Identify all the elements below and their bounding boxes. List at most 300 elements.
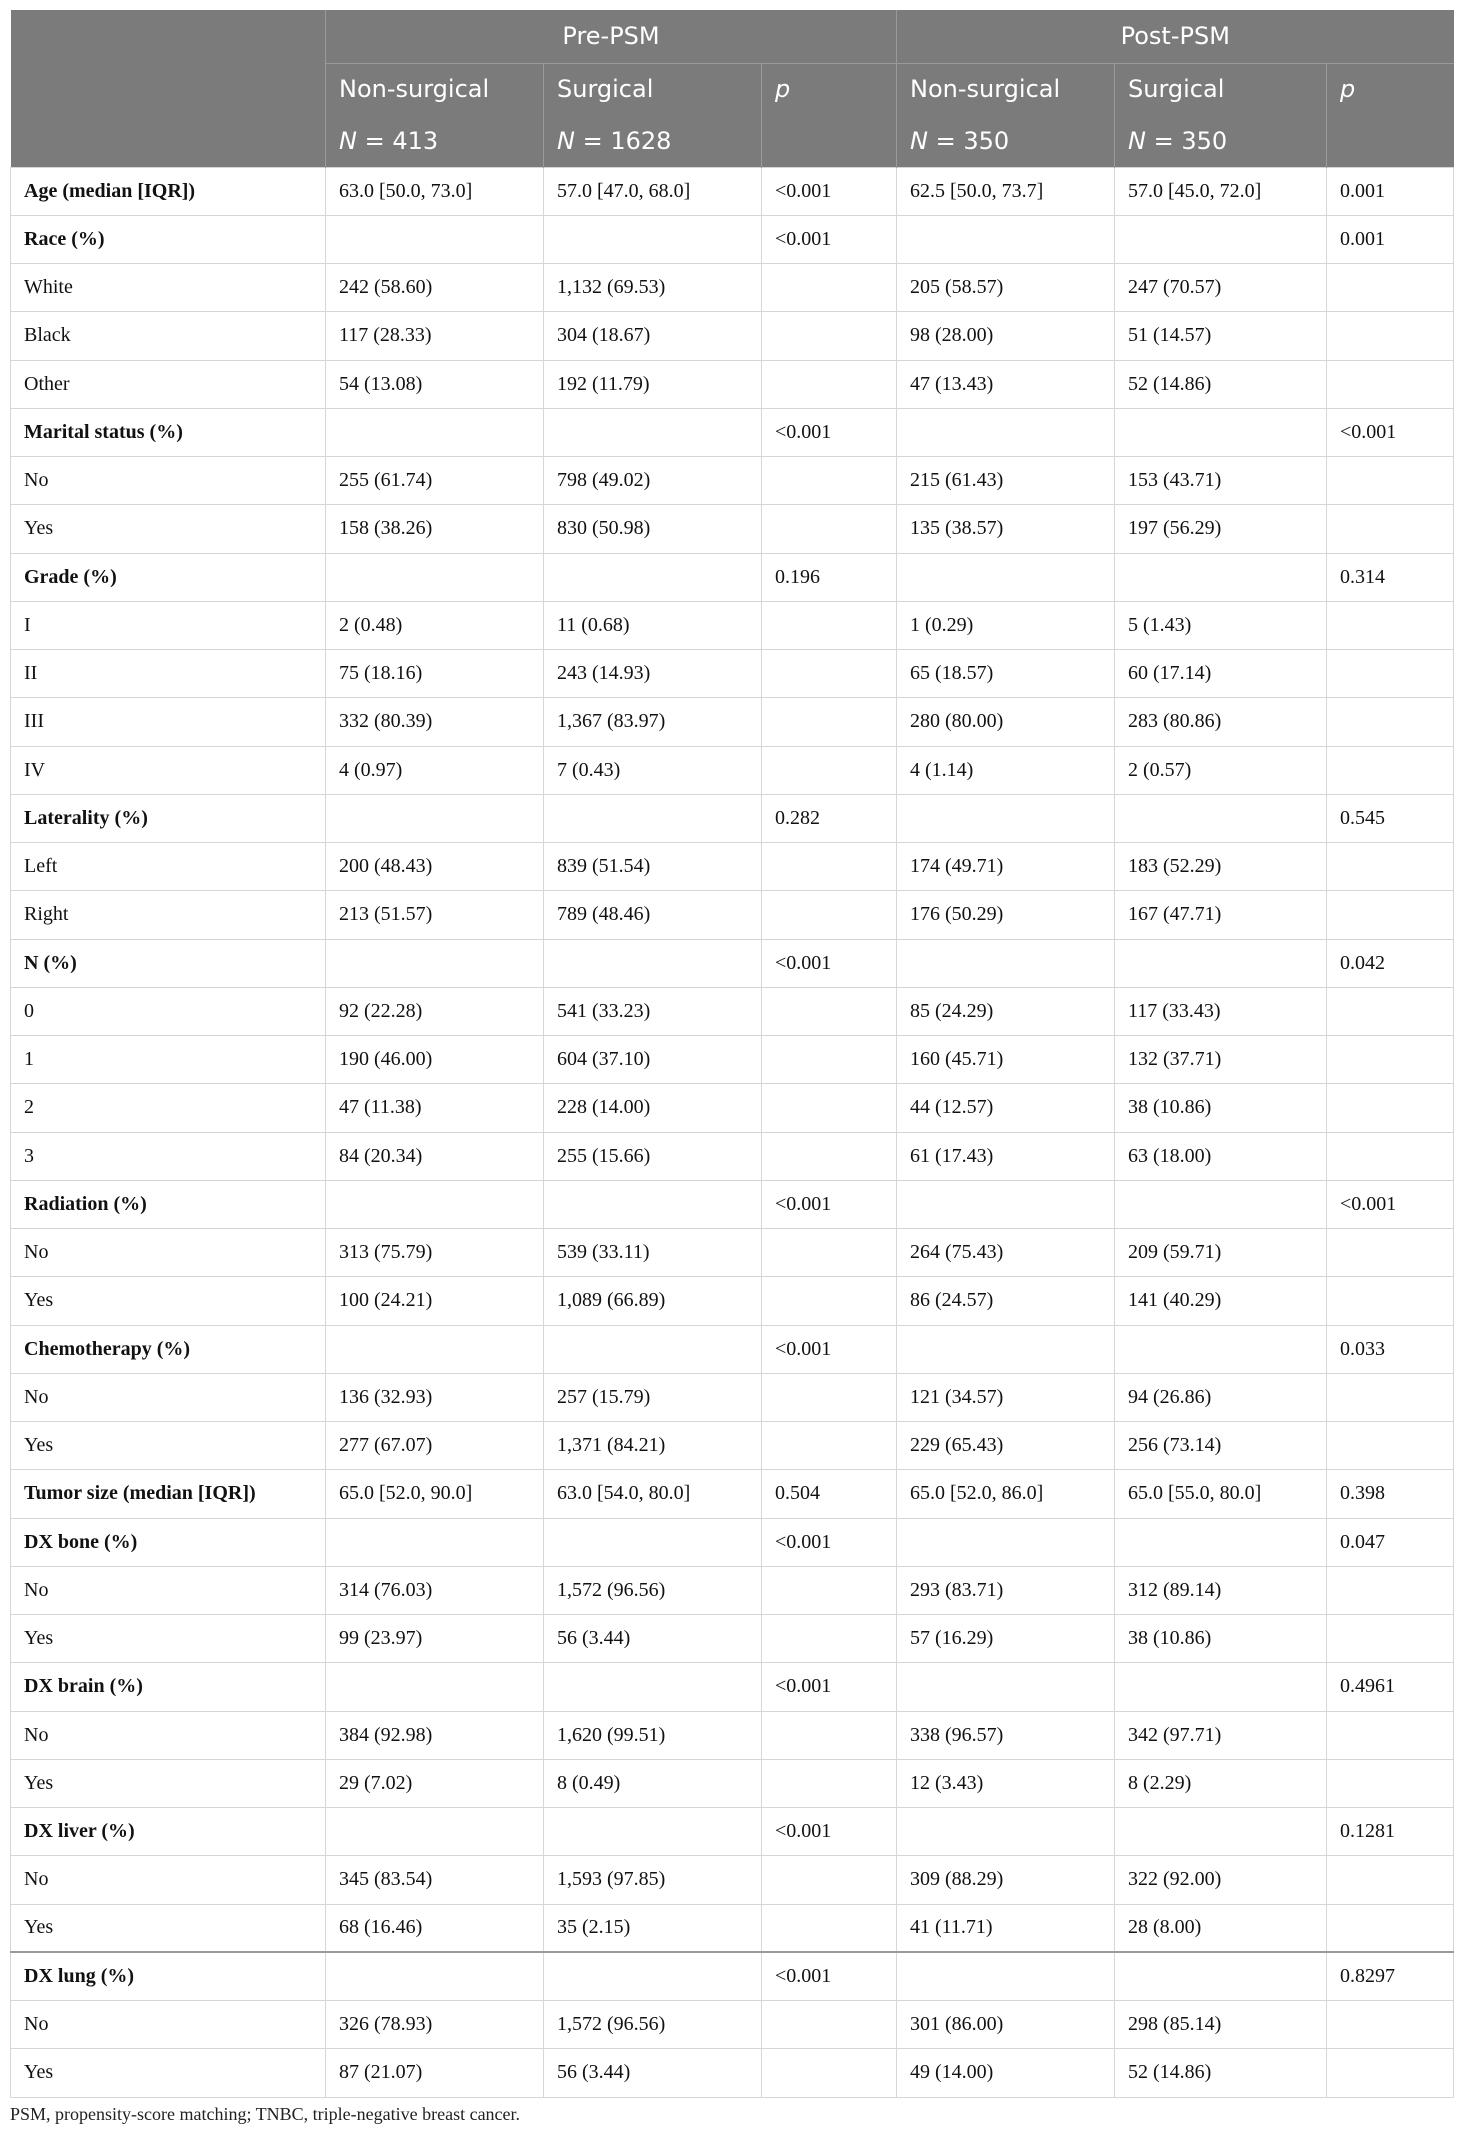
table-cell	[897, 1325, 1115, 1373]
header-n-post-non-surgical	[897, 115, 1115, 167]
table-cell: 65.0 [52.0, 86.0]	[897, 1470, 1115, 1518]
table-cell	[1327, 2049, 1454, 2097]
table-cell: <0.001	[762, 408, 897, 456]
table-cell	[762, 1422, 897, 1470]
table-cell: 301 (86.00)	[897, 2001, 1115, 2049]
table-cell: 277 (67.07)	[326, 1422, 544, 1470]
table-cell: 29 (7.02)	[326, 1759, 544, 1807]
row-category-label: No	[11, 1229, 326, 1277]
table-cell: 65.0 [55.0, 80.0]	[1115, 1470, 1327, 1518]
table-cell: <0.001	[762, 1952, 897, 2000]
table-cell: 65.0 [52.0, 90.0]	[326, 1470, 544, 1518]
table-cell: 215 (61.43)	[897, 457, 1115, 505]
table-cell	[1327, 457, 1454, 505]
table-cell: 313 (75.79)	[326, 1229, 544, 1277]
table-cell: 11 (0.68)	[544, 601, 762, 649]
table-cell	[762, 987, 897, 1035]
table-cell: 47 (13.43)	[897, 360, 1115, 408]
table-row	[11, 843, 1454, 891]
table-cell: 52 (14.86)	[1115, 2049, 1327, 2097]
table-cell	[762, 1615, 897, 1663]
table-row	[11, 408, 1454, 456]
table-cell: 57.0 [45.0, 72.0]	[1115, 167, 1327, 215]
table-cell: 192 (11.79)	[544, 360, 762, 408]
table-cell: 255 (61.74)	[326, 457, 544, 505]
table-cell: <0.001	[762, 167, 897, 215]
table-cell: 60 (17.14)	[1115, 650, 1327, 698]
row-category-label: 0	[11, 987, 326, 1035]
table-cell	[326, 553, 544, 601]
table-cell: 167 (47.71)	[1115, 891, 1327, 939]
row-category-label: Yes	[11, 1277, 326, 1325]
table-cell: 35 (2.15)	[544, 1904, 762, 1952]
row-category-label: III	[11, 698, 326, 746]
table-cell: 38 (10.86)	[1115, 1084, 1327, 1132]
table-row	[11, 1566, 1454, 1614]
table-cell: 4 (0.97)	[326, 746, 544, 794]
table-cell	[544, 1663, 762, 1711]
table-cell: 183 (52.29)	[1115, 843, 1327, 891]
table-cell: 63.0 [50.0, 73.0]	[326, 167, 544, 215]
table-cell: 87 (21.07)	[326, 2049, 544, 2097]
table-row	[11, 1180, 1454, 1228]
table-cell	[762, 1759, 897, 1807]
table-cell: 141 (40.29)	[1115, 1277, 1327, 1325]
table-cell	[762, 1856, 897, 1904]
table-cell: 0.545	[1327, 794, 1454, 842]
table-cell: 153 (43.71)	[1115, 457, 1327, 505]
table-row	[11, 360, 1454, 408]
header-n-pre-surgical	[544, 115, 762, 167]
header-corner-cell	[11, 10, 326, 167]
table-cell: 283 (80.86)	[1115, 698, 1327, 746]
table-cell	[326, 1808, 544, 1856]
table-cell	[1115, 1952, 1327, 2000]
table-row	[11, 1615, 1454, 1663]
table-cell: 1 (0.29)	[897, 601, 1115, 649]
table-row	[11, 1373, 1454, 1421]
table-cell	[326, 1180, 544, 1228]
table-cell: 247 (70.57)	[1115, 264, 1327, 312]
row-category-label: Yes	[11, 1759, 326, 1807]
header-post-p-label: p	[1340, 75, 1356, 104]
table-cell: 7 (0.43)	[544, 746, 762, 794]
table-cell: 830 (50.98)	[544, 505, 762, 553]
row-category-label: Yes	[11, 505, 326, 553]
table-cell: 0.314	[1327, 553, 1454, 601]
table-cell	[762, 360, 897, 408]
table-row	[11, 601, 1454, 649]
table-row	[11, 1132, 1454, 1180]
table-cell	[544, 1808, 762, 1856]
table-row	[11, 215, 1454, 263]
n-value: = 1628	[582, 126, 672, 155]
row-variable-label: DX bone (%)	[11, 1518, 326, 1566]
table-row	[11, 1422, 1454, 1470]
table-cell	[1327, 650, 1454, 698]
table-cell: 0.1281	[1327, 1808, 1454, 1856]
table-row	[11, 505, 1454, 553]
table-cell: 94 (26.86)	[1115, 1373, 1327, 1421]
table-cell: 57.0 [47.0, 68.0]	[544, 167, 762, 215]
table-cell	[1327, 1373, 1454, 1421]
header-pre-p-label: p	[775, 75, 791, 104]
table-row	[11, 1277, 1454, 1325]
table-cell: 51 (14.57)	[1115, 312, 1327, 360]
table-cell	[762, 1904, 897, 1952]
table-cell: 0.504	[762, 1470, 897, 1518]
table-cell: <0.001	[762, 1180, 897, 1228]
table-cell	[762, 601, 897, 649]
table-cell: 326 (78.93)	[326, 2001, 544, 2049]
table-cell: 789 (48.46)	[544, 891, 762, 939]
table-cell: 298 (85.14)	[1115, 2001, 1327, 2049]
header-n-post-p-empty	[1327, 115, 1454, 167]
table-cell: 322 (92.00)	[1115, 1856, 1327, 1904]
table-cell: 205 (58.57)	[897, 264, 1115, 312]
row-variable-label: Radiation (%)	[11, 1180, 326, 1228]
baseline-characteristics-table	[10, 10, 1454, 2098]
table-cell: 312 (89.14)	[1115, 1566, 1327, 1614]
header-row-groups	[11, 10, 1454, 63]
table-cell: 539 (33.11)	[544, 1229, 762, 1277]
table-cell: 345 (83.54)	[326, 1856, 544, 1904]
table-cell	[326, 408, 544, 456]
table-cell: 0.196	[762, 553, 897, 601]
table-cell: 98 (28.00)	[897, 312, 1115, 360]
row-variable-label: Race (%)	[11, 215, 326, 263]
table-cell	[762, 1229, 897, 1277]
row-category-label: No	[11, 1373, 326, 1421]
table-cell: <0.001	[762, 939, 897, 987]
table-cell: 200 (48.43)	[326, 843, 544, 891]
row-category-label: No	[11, 1856, 326, 1904]
table-row	[11, 1856, 1454, 1904]
row-category-label: Right	[11, 891, 326, 939]
n-symbol: N	[557, 126, 575, 155]
table-cell: 1,593 (97.85)	[544, 1856, 762, 1904]
row-category-label: White	[11, 264, 326, 312]
table-cell	[1327, 1422, 1454, 1470]
table-row	[11, 2001, 1454, 2049]
table-cell: 99 (23.97)	[326, 1615, 544, 1663]
table-cell	[544, 215, 762, 263]
table-row	[11, 1808, 1454, 1856]
row-category-label: 1	[11, 1036, 326, 1084]
table-container	[10, 10, 1453, 2125]
table-cell: <0.001	[1327, 1180, 1454, 1228]
row-category-label: No	[11, 457, 326, 505]
table-row	[11, 1663, 1454, 1711]
row-category-label: Yes	[11, 2049, 326, 2097]
table-cell	[1327, 505, 1454, 553]
table-cell: 242 (58.60)	[326, 264, 544, 312]
table-row	[11, 1470, 1454, 1518]
table-cell	[326, 1952, 544, 2000]
header-n-pre-p-empty	[762, 115, 897, 167]
row-category-label: 3	[11, 1132, 326, 1180]
table-cell	[1327, 1277, 1454, 1325]
table-cell	[897, 215, 1115, 263]
table-cell	[897, 1180, 1115, 1228]
table-cell	[1115, 794, 1327, 842]
table-cell	[544, 1180, 762, 1228]
table-cell: 0.282	[762, 794, 897, 842]
table-footnote: PSM, propensity-score matching; TNBC, triple-negative breast cancer.	[10, 2103, 521, 2124]
table-cell: 49 (14.00)	[897, 2049, 1115, 2097]
table-row	[11, 794, 1454, 842]
table-cell	[544, 794, 762, 842]
row-category-label: 2	[11, 1084, 326, 1132]
table-cell: 228 (14.00)	[544, 1084, 762, 1132]
table-cell: 41 (11.71)	[897, 1904, 1115, 1952]
table-body	[11, 167, 1454, 2097]
table-cell: 176 (50.29)	[897, 891, 1115, 939]
table-row	[11, 312, 1454, 360]
table-cell	[1327, 1711, 1454, 1759]
table-cell: 56 (3.44)	[544, 2049, 762, 2097]
table-cell	[1327, 1132, 1454, 1180]
table-cell: 44 (12.57)	[897, 1084, 1115, 1132]
table-cell: 209 (59.71)	[1115, 1229, 1327, 1277]
table-cell: 84 (20.34)	[326, 1132, 544, 1180]
header-pre-non-surgical: Non-surgical	[326, 63, 544, 115]
table-cell: 1,089 (66.89)	[544, 1277, 762, 1325]
table-cell: 63 (18.00)	[1115, 1132, 1327, 1180]
table-cell	[326, 1663, 544, 1711]
n-value: = 350	[935, 126, 1010, 155]
table-cell: 338 (96.57)	[897, 1711, 1115, 1759]
header-post-surgical: Surgical	[1115, 63, 1327, 115]
table-cell	[1327, 1615, 1454, 1663]
table-cell: 160 (45.71)	[897, 1036, 1115, 1084]
table-cell	[544, 553, 762, 601]
table-cell	[1327, 1229, 1454, 1277]
table-cell	[762, 1132, 897, 1180]
table-cell	[544, 1518, 762, 1566]
row-category-label: I	[11, 601, 326, 649]
n-value: = 413	[364, 126, 439, 155]
table-cell: <0.001	[1327, 408, 1454, 456]
row-variable-label: DX liver (%)	[11, 1808, 326, 1856]
table-row	[11, 167, 1454, 215]
table-cell	[1115, 553, 1327, 601]
table-cell	[1327, 843, 1454, 891]
table-header	[11, 10, 1454, 167]
table-cell: 132 (37.71)	[1115, 1036, 1327, 1084]
table-cell: 0.8297	[1327, 1952, 1454, 2000]
table-cell	[762, 746, 897, 794]
table-cell	[762, 312, 897, 360]
table-cell	[762, 264, 897, 312]
n-symbol: N	[1128, 126, 1146, 155]
table-cell	[1327, 360, 1454, 408]
row-category-label: II	[11, 650, 326, 698]
table-row	[11, 987, 1454, 1035]
row-variable-label: DX brain (%)	[11, 1663, 326, 1711]
table-row	[11, 553, 1454, 601]
row-variable-label: Tumor size (median [IQR])	[11, 1470, 326, 1518]
table-cell	[326, 794, 544, 842]
n-symbol: N	[910, 126, 928, 155]
row-category-label: Left	[11, 843, 326, 891]
table-cell: 52 (14.86)	[1115, 360, 1327, 408]
row-variable-label: Grade (%)	[11, 553, 326, 601]
table-cell	[544, 1325, 762, 1373]
table-cell	[762, 2001, 897, 2049]
table-row	[11, 264, 1454, 312]
table-cell	[1327, 891, 1454, 939]
table-cell: 57 (16.29)	[897, 1615, 1115, 1663]
table-cell	[326, 939, 544, 987]
row-category-label: Yes	[11, 1422, 326, 1470]
table-cell	[897, 1952, 1115, 2000]
table-cell	[762, 2049, 897, 2097]
table-cell: <0.001	[762, 1808, 897, 1856]
table-cell: 85 (24.29)	[897, 987, 1115, 1035]
table-cell: 54 (13.08)	[326, 360, 544, 408]
table-cell	[762, 843, 897, 891]
table-cell: 136 (32.93)	[326, 1373, 544, 1421]
header-pre-surgical: Surgical	[544, 63, 762, 115]
row-variable-label: Chemotherapy (%)	[11, 1325, 326, 1373]
table-cell: 0.033	[1327, 1325, 1454, 1373]
table-cell: 1,572 (96.56)	[544, 1566, 762, 1614]
table-cell: 190 (46.00)	[326, 1036, 544, 1084]
table-cell	[1327, 264, 1454, 312]
table-cell: 1,371 (84.21)	[544, 1422, 762, 1470]
table-cell: <0.001	[762, 215, 897, 263]
table-cell	[1327, 1036, 1454, 1084]
table-cell	[897, 1518, 1115, 1566]
table-cell	[1115, 1325, 1327, 1373]
row-category-label: Yes	[11, 1904, 326, 1952]
table-cell: 2 (0.48)	[326, 601, 544, 649]
table-row	[11, 1325, 1454, 1373]
table-cell: 839 (51.54)	[544, 843, 762, 891]
table-cell: 63.0 [54.0, 80.0]	[544, 1470, 762, 1518]
table-cell: <0.001	[762, 1325, 897, 1373]
table-cell	[762, 1373, 897, 1421]
table-row	[11, 457, 1454, 505]
row-category-label: Yes	[11, 1615, 326, 1663]
row-category-label: Black	[11, 312, 326, 360]
table-cell	[1115, 1180, 1327, 1228]
table-row	[11, 1711, 1454, 1759]
table-cell	[1327, 1566, 1454, 1614]
table-cell: 47 (11.38)	[326, 1084, 544, 1132]
table-cell	[762, 698, 897, 746]
table-cell: 68 (16.46)	[326, 1904, 544, 1952]
header-post-p	[1327, 63, 1454, 115]
table-cell: 100 (24.21)	[326, 1277, 544, 1325]
table-cell: 541 (33.23)	[544, 987, 762, 1035]
table-cell	[544, 408, 762, 456]
table-cell: 65 (18.57)	[897, 650, 1115, 698]
table-cell	[897, 408, 1115, 456]
row-variable-label: Laterality (%)	[11, 794, 326, 842]
table-cell: 1,620 (99.51)	[544, 1711, 762, 1759]
table-cell: 86 (24.57)	[897, 1277, 1115, 1325]
table-cell	[1327, 746, 1454, 794]
row-variable-label: Marital status (%)	[11, 408, 326, 456]
header-n-pre-non-surgical	[326, 115, 544, 167]
table-cell: <0.001	[762, 1663, 897, 1711]
table-cell	[1115, 1663, 1327, 1711]
table-cell: 117 (28.33)	[326, 312, 544, 360]
table-cell	[1327, 1904, 1454, 1952]
table-cell: 197 (56.29)	[1115, 505, 1327, 553]
table-cell: 229 (65.43)	[897, 1422, 1115, 1470]
table-cell: 798 (49.02)	[544, 457, 762, 505]
table-cell: <0.001	[762, 1518, 897, 1566]
table-cell: 342 (97.71)	[1115, 1711, 1327, 1759]
table-cell	[762, 1084, 897, 1132]
header-group-pre-psm: Pre-PSM	[326, 10, 897, 63]
header-n-post-surgical	[1115, 115, 1327, 167]
table-cell	[1327, 2001, 1454, 2049]
table-cell: 4 (1.14)	[897, 746, 1115, 794]
table-cell	[1115, 215, 1327, 263]
table-cell: 28 (8.00)	[1115, 1904, 1327, 1952]
table-cell	[1327, 312, 1454, 360]
table-cell: 332 (80.39)	[326, 698, 544, 746]
table-cell: 92 (22.28)	[326, 987, 544, 1035]
table-cell	[762, 1277, 897, 1325]
table-cell	[762, 1566, 897, 1614]
table-cell	[544, 939, 762, 987]
table-cell	[762, 505, 897, 553]
table-cell	[762, 650, 897, 698]
table-cell	[1327, 601, 1454, 649]
table-cell: 38 (10.86)	[1115, 1615, 1327, 1663]
table-cell: 12 (3.43)	[897, 1759, 1115, 1807]
table-cell: 8 (0.49)	[544, 1759, 762, 1807]
row-category-label: IV	[11, 746, 326, 794]
table-cell: 0.4961	[1327, 1663, 1454, 1711]
table-cell	[897, 553, 1115, 601]
table-row	[11, 1952, 1454, 2000]
table-cell: 604 (37.10)	[544, 1036, 762, 1084]
row-variable-label: N (%)	[11, 939, 326, 987]
table-cell	[544, 1952, 762, 2000]
table-cell	[1327, 1856, 1454, 1904]
table-cell: 264 (75.43)	[897, 1229, 1115, 1277]
row-category-label: No	[11, 1566, 326, 1614]
table-cell: 135 (38.57)	[897, 505, 1115, 553]
header-pre-p	[762, 63, 897, 115]
table-cell: 1,132 (69.53)	[544, 264, 762, 312]
table-cell	[897, 1808, 1115, 1856]
table-cell: 314 (76.03)	[326, 1566, 544, 1614]
table-cell	[1115, 939, 1327, 987]
table-cell	[1115, 408, 1327, 456]
table-cell	[326, 1518, 544, 1566]
row-variable-label: Age (median [IQR])	[11, 167, 326, 215]
table-cell: 0.398	[1327, 1470, 1454, 1518]
table-cell: 256 (73.14)	[1115, 1422, 1327, 1470]
table-cell: 0.001	[1327, 215, 1454, 263]
table-cell	[1115, 1518, 1327, 1566]
table-row	[11, 1904, 1454, 1952]
table-cell	[762, 1711, 897, 1759]
table-cell: 304 (18.67)	[544, 312, 762, 360]
table-cell	[1327, 987, 1454, 1035]
table-cell: 243 (14.93)	[544, 650, 762, 698]
table-cell: 280 (80.00)	[897, 698, 1115, 746]
table-cell	[326, 215, 544, 263]
n-value: = 350	[1153, 126, 1228, 155]
